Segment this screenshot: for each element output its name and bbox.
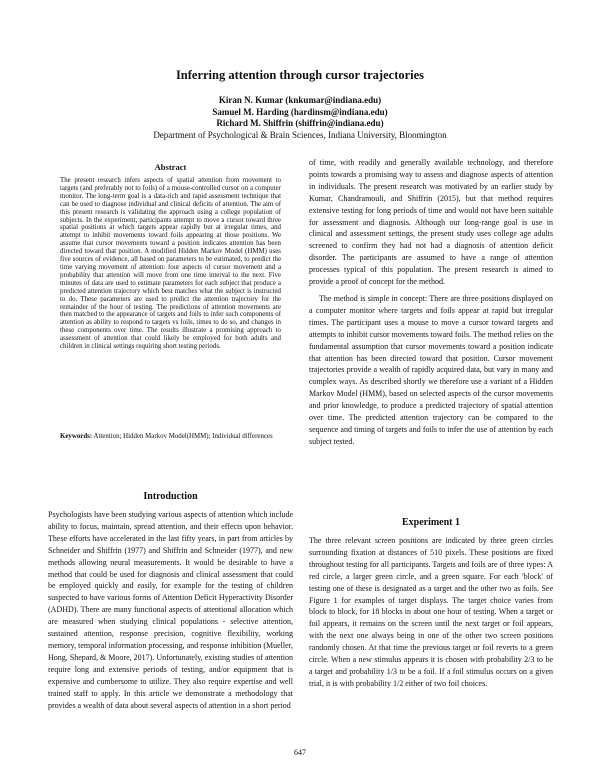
author-email: (hardinsm@indiana.edu) [290,106,388,117]
page-number: 647 [294,748,306,757]
exp1-text-a: The three relevant screen positions are indicated by three green circles surrounding fixation at distances of 510 pixels. These positions are fixed throughout testing for all participants. Targets and foils are of three types: A red circle, a larger green circle, and a green square. For each 'block' of testing one of these is designated as a target and the other two as foils. See Figure 1 for examples of target displays. The target choice varies from block to block, for 18 blocks in about one hour of testing. When a target or foil appears, it remains on the screen until the next target or foil appears, with the next one always being in one of the other two screen positions randomly chosen. At that time the previous target or foil reverts to a green circle. When a new stimulus appears it is chosen with probability [309,536,553,665]
author-line [0,118,600,130]
author-line [0,107,600,119]
author-name: Kiran N. Kumar [218,95,284,105]
author-email: (knkumar@indiana.edu) [285,95,382,105]
exp1-text-d: either of two foil choices. [405,678,488,688]
author-block [0,95,600,141]
author-email: (shiffrin@indiana.edu) [295,118,384,128]
fraction-one-half: 1/2 [393,678,404,688]
author-line [0,95,600,107]
author-name: Richard M. Shiffrin [216,118,294,128]
intro-paragraph-2: The method is simple in concept: There are three positions displayed on a computer monitor where targets and foils appear at rapid but irregular times. The participant uses a mouse to move a cursor toward targets and attempts to inhibit cursor movements toward foils. The method relies on the fundamental assumption that cursor movements toward a position indicate that attention has been directed toward that position. Cursor movement trajectories provide a wealth of rapidly acquired data, but vary in many and complex ways. As described shortly we therefore use a variant of a Hidden Markov Model (HMM), based on selected aspects of the cursor movements and prior knowledge, to produce a predicted trajectory of spatial attention over time. The predicted attention trajectory can be compared to the sequence and timing of targets and foils to infer the use of attention by each subject tested. [309,293,553,446]
keywords-text: Attention; Hidden Markov Model(HMM); Individual differences [93,433,273,440]
abstract-text: The present research infers aspects of spatial attention from movement to targets (and preferably not to foils) of a mouse-controlled cursor on a computer monitor. The long-term goal is a data-rich and rapid assessment technique that can be used to diagnose individual and clinical deficits of attention. The aim of this present research is validating the approach using a college population of subjects. In the experiment, participants attempt to move a cursor toward three spatial positions at which targets appear rapidly but at irregular times, and attempt to inhibit movements toward foils appearing at those positions. We assume that cursor movements toward a position indicates attention has been directed toward that position. A modified Hidden Markov Model (HMM) uses five sources of evidence, all based on parameters to be estimated, to predict the time varying movement of attention: four aspects of cursor movement and a probability that attention will move from one time interval to the next. Five minutes of data are used to estimate parameters for each subject that produce a predicted attention trajectory which best matches what the subject is instructed to do. These parameters are used to predict the attention trajectory for the remainder of the hour of testing. The predictions of attention movements are then matched to the appearance of targets and foils to infer such components of attention as ability to respond to targets vs foils, times to do so, and changes in these components over time. The results illustrate a promising approach to assessment of attention that could likely be employed for both adults and children in clinical settings requiring short testing periods. [60,177,281,351]
experiment1-body [309,535,553,690]
abstract-heading: Abstract [154,162,187,172]
exp1-text-b: to be a target and probability [309,655,554,676]
fraction-two-thirds: 2/3 [524,655,535,665]
keywords [60,433,281,442]
fraction-one-third: 1/3 [386,666,397,676]
author-name: Samuel M. Harding [212,106,289,117]
right-column-body [309,157,553,448]
intro-paragraph-1: Psychologists have been studying various aspects of attention which include ability to focus, maintain, spread attention, and their effects upon behavior. These efforts have accelerated in the last fifty years, in part from articles by Schneider and Shiffrin (1977) and Shiffrin and Schneider (1977), and new methods allowing neural measurements. It would be desirable to have a method that could be used for diagnosis and clinical assessment that could be employed quickly and easily, for example for the testing of children suspected to have various forms of Attention Deficit Hyperactivity Disorder (ADHD). There are many functional aspects of attentional allocation which are measured when studying clinical populations - selective attention, sustained attention, response precision, cognitive flexibility, working memory, temporal information processing, and response inhibition (Mueller, Hong, Shepard, & Moore, 2017). Unfortunately, existing studies of attention require long and extensive periods of testing, and/or equipment that is expensive and cumbersome to utilize. They also require expertise and well trained staff to apply. In this article we demonstrate a methodology that provides a wealth of data about several aspects of attention in a short period [48,510,293,710]
experiment1-heading: Experiment 1 [401,517,461,528]
intro-paragraph-1-continued: of time, with readily and generally available technology, and therefore points towards a promising way to assess and diagnose aspects of attention in individuals. The present research was motivated by an earlier study by Kumar, Chandramouli, and Shiffrin (2015), but that method requires extensive testing for long periods of time and would not have been suitable for assessment and diagnosis. Although our long-range goal is use in clinical and assessment settings, the present study uses college age adults screened to confirm they had not had a diagnosis of attention deficit disorder. The participants are assumed to have a range of attention processes typical of this population. The present research is aimed to provide a proof of concept for the method. [309,158,553,287]
introduction-heading: Introduction [143,491,198,502]
exp1-text-c: to be a foil. If a foil stimulus occurs on a given trial, it is with probability [309,666,553,688]
keywords-label: Keywords: [60,433,93,440]
experiment1-paragraph-1 [309,535,553,690]
left-column-body [48,509,293,711]
affiliation: Department of Psychological & Brain Sciences, Indiana University, Bloomington [153,129,447,140]
paper-title: Inferring attention through cursor trajectories [175,68,425,82]
